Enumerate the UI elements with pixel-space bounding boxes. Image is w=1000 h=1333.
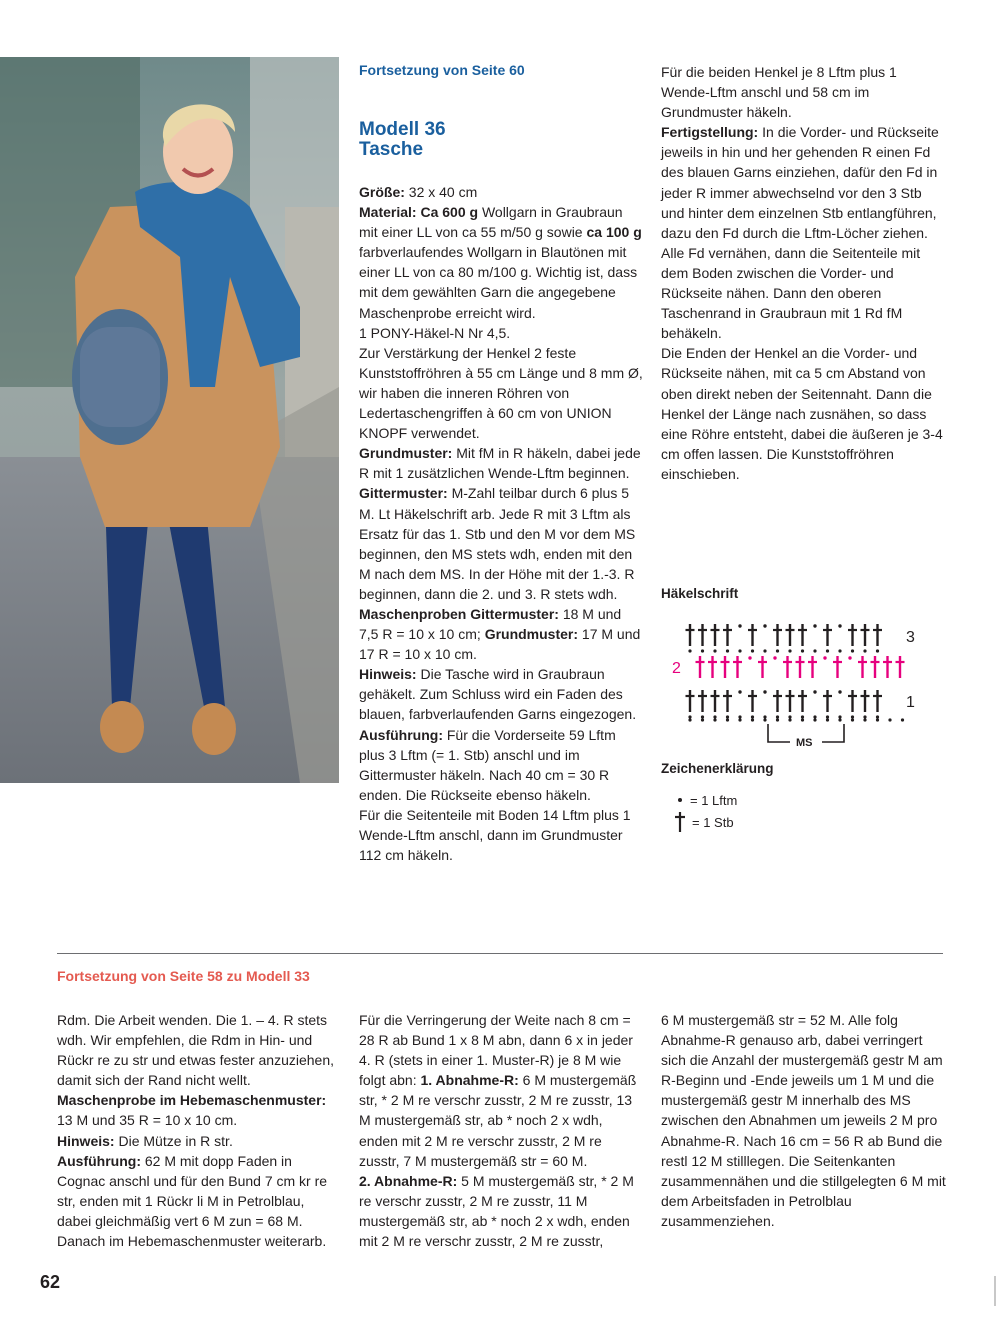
chain-stitch-dot [763, 649, 766, 652]
instructions-column-2 [661, 62, 946, 484]
double-crochet-symbol [748, 624, 757, 646]
chain-stitch-dot [763, 715, 766, 718]
double-crochet-symbol [686, 624, 695, 646]
chain-stitch-dot [748, 656, 751, 659]
double-crochet-symbol [698, 690, 707, 712]
double-crochet-symbol [723, 624, 732, 646]
model-name: Tasche [359, 139, 424, 160]
chain-stitch-dot [688, 715, 691, 718]
double-crochet-symbol [873, 690, 882, 712]
continuation-column-2: Für die Verringerung der Weite nach 8 cm = 28 R ab Bund 1 x 8 M abn, dann 6 x in jeder 4. R (stets in einer 1. Muster-R) je 8 M wie folgt abn: 1. Abnahme-R: 6 M mustergemäß str, * 2 M re verschr zusstr, 2 M re zusstr, 13 M mustergemäß str, ab * noch 2 x wdh, enden mit 2 M re verschr zusstr, 2 M re zusstr, 7 M mustergemäß str = 60 M. 2. Abnahme-R: 5 M mustergemäß str, * 2 M re verschr zusstr, 2 M re zusstr, 11 M mustergemäß str, ab * noch 2 x wdh, enden mit 2 M re verschr zusstr, 2 M re zusstr, [359, 1012, 637, 1250]
double-crochet-symbol [871, 656, 880, 678]
double-crochet-symbol [711, 690, 720, 712]
chain-stitch-dot [813, 649, 816, 652]
page-edge-mark [994, 1276, 996, 1306]
double-crochet-symbol [796, 656, 805, 678]
chain-stitch-dot [688, 649, 691, 652]
reinforcement-paragraph: Zur Verstärkung der Henkel 2 feste Kunststoffröhren à 55 cm Länge und 8 mm Ø, wir haben die inneren Röhren von Ledertaschengriffen à 60 cm von UNION KNOPF verwendet. [359, 344, 643, 442]
double-crochet-symbol [723, 690, 732, 712]
chain-stitch-dot [726, 649, 729, 652]
chain-stitch-dot [901, 718, 904, 721]
double-crochet-symbol [861, 624, 870, 646]
chain-stitch-dot [776, 649, 779, 652]
double-crochet-symbol [748, 690, 757, 712]
double-crochet-cross-icon [672, 810, 688, 834]
chain-stitch-dot [701, 715, 704, 718]
continuation-column-1: Rdm. Die Arbeit wenden. Die 1. – 4. R stets wdh. Wir empfehlen, die Rdm in Hin- und Rückr re zu str und etwas fester anzuziehen, damit sich der Rand nicht wellt. Maschenprobe im Hebemaschenmuster: 13 M und 35 R = 10 x 10 cm. Hinweis: Die Mütze in R str. Ausführung: 62 M mit dopp Faden in Cognac anschl und für den Bund 7 cm kr re str, enden mit 1 Rückr li M in Petrolblau, dabei gleichmäßig vert 6 M zun = 68 M. Danach im Hebemaschenmuster weiterarb. [57, 1012, 335, 1250]
crochet-chart [672, 612, 952, 752]
chain-stitch-dot [776, 715, 779, 718]
chain-stitch-dot [863, 718, 866, 721]
double-crochet-symbol [798, 624, 807, 646]
chain-stitch-dot [776, 718, 779, 721]
repeat-label: MS [796, 737, 813, 749]
chain-stitch-dot [788, 718, 791, 721]
execution-paragraph: Ausführung: Für die Vorderseite 59 Lftm plus 3 Lftm (= 1. Stb) anschl und im Gittermuster häkeln. Nach 40 cm = 30 R enden. Die Rückseite ebenso häkeln. [359, 726, 616, 803]
chain-stitch-dot [876, 718, 879, 721]
double-crochet-symbol [896, 656, 905, 678]
chain-stitch-dot [888, 718, 891, 721]
double-crochet-symbol [823, 624, 832, 646]
row-label-1: 1 [906, 694, 915, 711]
chain-stitch-dot [713, 718, 716, 721]
chain-stitch-dot [838, 718, 841, 721]
handles-paragraph: Für die beiden Henkel je 8 Lftm plus 1 Wende-Lftm anschl und 58 cm im Grundmuster häkeln. [661, 64, 897, 121]
double-crochet-symbol [786, 624, 795, 646]
double-crochet-symbol [773, 624, 782, 646]
chain-stitch-dot [751, 649, 754, 652]
chain-stitch-dot [701, 718, 704, 721]
note-paragraph: Hinweis: Die Tasche wird in Graubraun gehäkelt. Zum Schluss wird ein Faden des blauen, farbverlaufenden Garns eingezogen. [359, 666, 637, 723]
page-title [359, 120, 446, 160]
chain-stitch-dot [876, 649, 879, 652]
chain-stitch-dot [826, 718, 829, 721]
chart-title: Häkelschrift [661, 586, 739, 601]
chain-stitch-dot [838, 715, 841, 718]
model-number: Modell 36 [359, 119, 446, 140]
chain-stitch-dot [788, 715, 791, 718]
chain-stitch-dot [701, 649, 704, 652]
chain-stitch-dot [713, 649, 716, 652]
legend-title: Zeichenerklärung [661, 761, 774, 776]
chain-stitch-dot [726, 715, 729, 718]
chain-stitch-dot [863, 715, 866, 718]
chain-stitch-dot [773, 656, 776, 659]
double-crochet-symbol [848, 624, 857, 646]
chain-stitch-dot [876, 715, 879, 718]
chain-stitch-dot [826, 715, 829, 718]
material-paragraph: Material: Ca 600 g Wollgarn in Graubraun mit einer LL von ca 55 m/50 g sowie ca 100 g farbverlaufendes Wollgarn in Blautönen mit einer LL von ca 80 m/100 g. Wichtig ist, dass mit dem gewählten Garn die angegebene Maschenprobe erreicht wird. [359, 204, 642, 321]
section-divider [57, 953, 943, 954]
size-paragraph: Größe: 32 x 40 cm [359, 184, 478, 200]
grid-pattern-paragraph: Gittermuster: M-Zahl teilbar durch 6 plus 5 M. Lt Häkelschrift arb. Jede R mit 3 Lftm als Ersatz für das 1. Stb und den M vor dem MS beginnen, den MS stets wdh, enden mit den M nach dem MS. In der Höhe mit der 1.-3. R beginnen, dann die 2. und 3. R stets wdh. [359, 485, 636, 602]
model-photo [0, 57, 339, 783]
double-crochet-symbol [823, 690, 832, 712]
double-crochet-symbol [808, 656, 817, 678]
double-crochet-symbol [873, 624, 882, 646]
legend-item-chain: = 1 Lftm [672, 790, 737, 810]
chain-stitch-dot [738, 649, 741, 652]
double-crochet-symbol [773, 690, 782, 712]
double-crochet-symbol [711, 624, 720, 646]
double-crochet-symbol [786, 690, 795, 712]
chain-stitch-dot [751, 718, 754, 721]
double-crochet-symbol [798, 690, 807, 712]
double-crochet-symbol [698, 624, 707, 646]
chain-stitch-dot [751, 715, 754, 718]
double-crochet-symbol [696, 656, 705, 678]
chain-stitch-dot [851, 649, 854, 652]
sides-paragraph: Für die Seitenteile mit Boden 14 Lftm plus 1 Wende-Lftm anschl, dann im Grundmuster 112 cm häkeln. [359, 806, 631, 864]
chain-stitch-dot [838, 690, 841, 693]
chain-stitch-dot [851, 718, 854, 721]
double-crochet-symbol [861, 690, 870, 712]
double-crochet-symbol [721, 656, 730, 678]
double-crochet-symbol [848, 690, 857, 712]
chain-stitch-dot [813, 624, 816, 627]
chain-stitch-dot [851, 715, 854, 718]
continued-from-label: Fortsetzung von Seite 60 [359, 62, 525, 78]
chain-stitch-dot [763, 624, 766, 627]
hook-paragraph: 1 PONY-Häkel-N Nr 4,5. [359, 324, 511, 341]
double-crochet-symbol [708, 656, 717, 678]
finishing-paragraph-2: Alle Fd vernähen, dann die Seitenteile mit dem Boden zwischen die Vorder- und Rückseite nähen. Dann den oberen Taschenrand in Graubraun mit 1 Rd fM behäkeln. [661, 244, 921, 342]
chain-stitch-dot [823, 656, 826, 659]
chain-stitch-dot [826, 649, 829, 652]
page-number: 62 [40, 1272, 61, 1292]
chain-stitch-dot [763, 690, 766, 693]
chain-stitch-dot [688, 718, 691, 721]
instructions-column-1 [359, 182, 643, 865]
row-label-2: 2 [672, 660, 681, 677]
basic-pattern-paragraph: Grundmuster: Mit fM in R häkeln, dabei jede R mit 1 zusätzlichen Wende-Lftm beginnen. [359, 445, 641, 482]
double-crochet-symbol [858, 656, 867, 678]
chain-stitch-dot [848, 656, 851, 659]
chain-stitch-dot [801, 718, 804, 721]
chain-stitch-dot [788, 649, 791, 652]
double-crochet-symbol [783, 656, 792, 678]
chain-stitch-dot [763, 718, 766, 721]
double-crochet-symbol [758, 656, 767, 678]
continuation-heading: Fortsetzung von Seite 58 zu Modell 33 [57, 968, 310, 984]
chain-stitch-dot [738, 718, 741, 721]
chain-stitch-dot [738, 715, 741, 718]
chain-stitch-dot [813, 718, 816, 721]
row-label-3: 3 [906, 629, 915, 646]
double-crochet-symbol [833, 656, 842, 678]
chain-stitch-dot [838, 624, 841, 627]
chain-stitch-dot [801, 715, 804, 718]
legend [672, 790, 792, 840]
chain-stitch-dot [726, 718, 729, 721]
chain-stitch-dot [838, 649, 841, 652]
legend-item-double-crochet: = 1 Stb [672, 810, 734, 834]
gauge-paragraph: Maschenproben Gittermuster: 18 M und 7,5 R = 10 x 10 cm; Grundmuster: 17 M und 17 R = 10 x 10 cm. [359, 605, 641, 663]
finishing-paragraph: Fertigstellung: In die Vorder- und Rückseite jeweils in hin und her gehenden R einen Fd des blauen Garns einziehen, dafür den Fd in jeder R immer abwechselnd vor den 3 Stb und hinter dem einzelnen Stb entlangführen, dazu den Fd durch die Lftm-Löcher ziehen. [661, 124, 939, 241]
double-crochet-symbol [733, 656, 742, 678]
crochet-chart-diagram [672, 612, 952, 752]
chain-stitch-dot-icon [678, 798, 682, 802]
chain-stitch-dot [738, 690, 741, 693]
chain-stitch-dot [801, 649, 804, 652]
chain-stitch-dot [863, 649, 866, 652]
double-crochet-symbol [686, 690, 695, 712]
continuation-column-3: 6 M mustergemäß str = 52 M. Alle folg Abnahme-R genauso arb, dabei verringert sich die Anzahl der mustergemäß gestr M am R-Beginn und -Ende jeweils um 1 M und die mustergemäß gestr M innerhalb des MS zwischen den Abnahmen um jeweils 2 M pro Abnahme-R. Nach 16 cm = 56 R ab Bund die restl 12 M stilllegen. Die Seitenkanten zusammennähen und die stillgelegten 6 M mit dem Arbeitsfaden in Petrolblau zusammenziehen. [661, 1012, 946, 1229]
chain-stitch-dot [813, 690, 816, 693]
chain-stitch-dot [738, 624, 741, 627]
chain-stitch-dot [713, 715, 716, 718]
chain-stitch-dot [813, 715, 816, 718]
finishing-paragraph-3: Die Enden der Henkel an die Vorder- und Rückseite nähen, mit ca 5 cm Abstand von oben direkt neben der Seitennaht. Dann die Henkel der Länge nach zusnähen, so dass eine Röhre entsteht, dabei die äußeren je 3-4 cm offen lassen. Die Kunststoffröhren einschieben. [661, 345, 943, 482]
double-crochet-symbol [883, 656, 892, 678]
